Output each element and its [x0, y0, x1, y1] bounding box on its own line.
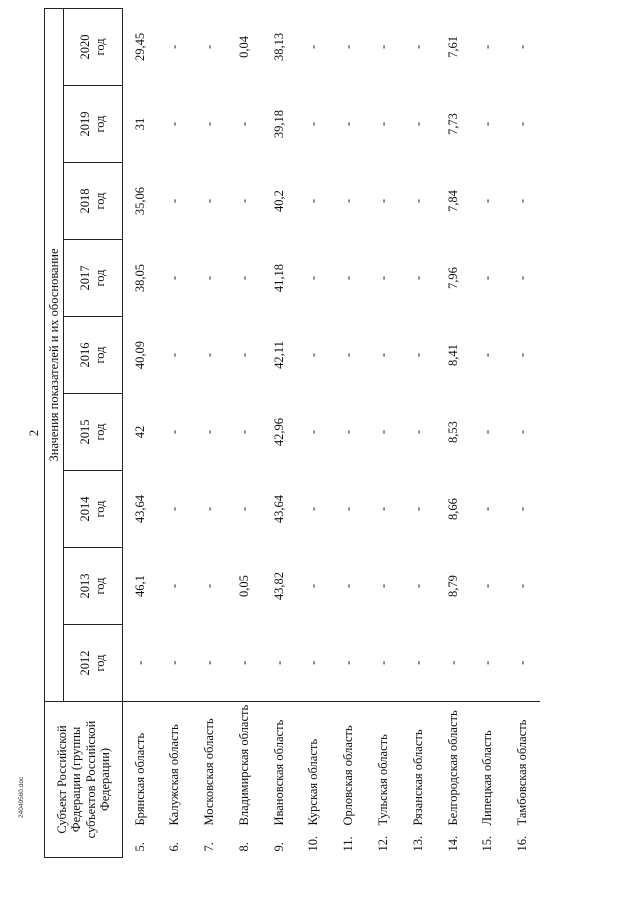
- page-number: 2: [26, 429, 41, 437]
- value-cell-2017: -: [201, 275, 216, 281]
- table-row: [227, 8, 262, 857]
- table-row: [157, 8, 192, 857]
- value-cell-2017: -: [515, 275, 530, 281]
- value-cell-2019: -: [515, 121, 530, 127]
- value-cell-2012: -: [236, 660, 251, 665]
- value-cell-2012: -: [480, 660, 495, 665]
- year-value: 2013: [78, 573, 93, 599]
- value-cell-2017: -: [306, 275, 321, 281]
- region-name: Орловская область: [341, 725, 356, 826]
- value-cell-2019: -: [341, 121, 356, 127]
- value-cell-2020: -: [515, 44, 530, 50]
- value-cell-2018: -: [236, 198, 251, 204]
- subject-cell: [192, 702, 227, 858]
- value-cell-2020: -: [167, 44, 182, 50]
- value-cell-2017: 7,96: [445, 267, 460, 289]
- value-cell-2019: 39,18: [271, 109, 286, 139]
- value-cell-2016: -: [375, 352, 390, 358]
- year-value: 2014: [78, 496, 93, 522]
- value-cell-2017: 41,18: [271, 263, 286, 293]
- value-cell-2019: -: [236, 121, 251, 127]
- year-header-2018: [64, 163, 123, 240]
- value-cell-2014: -: [515, 506, 530, 512]
- value-cell-2014: -: [410, 506, 425, 512]
- value-cell-2016: 40,09: [132, 340, 147, 370]
- value-cell-2013: 43,82: [271, 571, 286, 601]
- value-cell-2016: -: [341, 352, 356, 358]
- value-cell-2016: -: [480, 352, 495, 358]
- value-cell-2014: -: [375, 506, 390, 512]
- value-cell-2015: 42: [132, 425, 147, 439]
- subject-cell: [123, 702, 158, 858]
- value-cell-2020: -: [306, 44, 321, 50]
- value-cell-2016: -: [236, 352, 251, 358]
- value-cell-2015: -: [306, 429, 321, 435]
- value-cell-2018: 7,84: [445, 190, 460, 212]
- table-row: [366, 8, 401, 857]
- row-number: 11.: [341, 836, 356, 852]
- table-row: [505, 8, 540, 857]
- row-number: 7.: [201, 842, 216, 852]
- subject-cell: [505, 702, 540, 858]
- year-header-2020: [64, 8, 123, 85]
- value-cell-2013: -: [375, 583, 390, 589]
- value-cell-2014: -: [236, 506, 251, 512]
- table-row: [436, 8, 471, 857]
- value-cell-2014: -: [201, 506, 216, 512]
- value-cell-2016: -: [410, 352, 425, 358]
- value-cell-2018: -: [480, 198, 495, 204]
- value-cell-2015: -: [167, 429, 182, 435]
- region-name: Московская область: [201, 718, 216, 826]
- value-cell-2019: 31: [132, 117, 147, 131]
- value-cell-2015: -: [375, 429, 390, 435]
- value-cell-2015: -: [410, 429, 425, 435]
- row-number: 13.: [410, 835, 425, 852]
- value-cell-2012: -: [306, 660, 321, 665]
- value-cell-2014: 43,64: [132, 494, 147, 524]
- value-cell-2015: 42,96: [271, 417, 286, 447]
- year-word: год: [93, 192, 107, 210]
- year-word: год: [93, 115, 107, 133]
- value-cell-2012: -: [445, 660, 460, 665]
- table-row: [470, 8, 505, 857]
- value-cell-2020: 38,13: [271, 32, 286, 62]
- value-cell-2015: -: [480, 429, 495, 435]
- value-cell-2014: -: [341, 506, 356, 512]
- value-cell-2015: -: [341, 429, 356, 435]
- value-cell-2017: -: [341, 275, 356, 281]
- value-cell-2013: -: [306, 583, 321, 589]
- value-cell-2018: -: [515, 198, 530, 204]
- value-cell-2013: 46,1: [132, 575, 147, 597]
- value-cell-2015: -: [515, 429, 530, 435]
- row-number: 14.: [445, 835, 460, 852]
- value-cell-2016: -: [167, 352, 182, 358]
- row-number: 8.: [236, 842, 251, 852]
- year-header-2017: [64, 240, 123, 317]
- region-name: Тамбовская область: [515, 719, 530, 826]
- value-cell-2019: -: [167, 121, 182, 127]
- document-id: 24040560.doc: [18, 776, 25, 818]
- subject-cell: [401, 702, 436, 858]
- region-name: Курская область: [306, 738, 321, 826]
- value-cell-2012: -: [201, 660, 216, 665]
- year-header-2016: [64, 317, 123, 394]
- year-word: год: [93, 577, 107, 595]
- year-value: 2012: [78, 650, 93, 676]
- region-name: Рязанская область: [410, 729, 425, 826]
- value-cell-2013: -: [410, 583, 425, 589]
- value-cell-2012: -: [132, 660, 147, 665]
- table-row: [331, 8, 366, 857]
- row-number: 5.: [132, 842, 147, 852]
- value-cell-2014: 43,64: [271, 494, 286, 524]
- subject-cell: [262, 702, 297, 858]
- value-cell-2017: -: [375, 275, 390, 281]
- value-cell-2018: -: [201, 198, 216, 204]
- value-cell-2016: -: [201, 352, 216, 358]
- year-header-2013: [64, 548, 123, 625]
- value-cell-2018: 35,06: [132, 186, 147, 216]
- row-number: 16.: [515, 835, 530, 852]
- value-cell-2014: 8,66: [445, 498, 460, 520]
- row-number: 6.: [167, 842, 182, 852]
- row-number: 12.: [375, 835, 390, 852]
- subject-cell: [296, 702, 331, 858]
- subject-cell: [470, 702, 505, 858]
- value-cell-2018: -: [341, 198, 356, 204]
- year-word: год: [93, 269, 107, 287]
- year-header-2015: [64, 394, 123, 471]
- year-word: год: [93, 654, 107, 672]
- value-cell-2018: -: [167, 198, 182, 204]
- value-cell-2013: 0,05: [236, 575, 251, 597]
- value-cell-2013: -: [515, 583, 530, 589]
- value-cell-2015: 8,53: [445, 421, 460, 443]
- value-cell-2020: 0,04: [236, 36, 251, 58]
- value-cell-2016: 42,11: [271, 341, 286, 369]
- value-cell-2016: 8,41: [445, 344, 460, 366]
- subject-cell: [331, 702, 366, 858]
- subject-cell: [227, 702, 262, 858]
- value-cell-2019: -: [201, 121, 216, 127]
- table-row: [123, 8, 158, 857]
- year-word: год: [93, 500, 107, 518]
- value-cell-2013: -: [201, 583, 216, 589]
- subject-cell: [436, 702, 471, 858]
- value-cell-2019: -: [375, 121, 390, 127]
- region-name: Ивановская область: [271, 719, 286, 826]
- year-word: год: [93, 38, 107, 56]
- value-cell-2019: 7,73: [445, 113, 460, 135]
- value-cell-2020: -: [201, 44, 216, 50]
- year-word: год: [93, 423, 107, 441]
- value-cell-2020: 7,61: [445, 36, 460, 58]
- year-word: год: [93, 346, 107, 364]
- value-cell-2020: -: [341, 44, 356, 50]
- year-header-2014: [64, 471, 123, 548]
- value-cell-2017: -: [236, 275, 251, 281]
- value-cell-2014: -: [167, 506, 182, 512]
- indicator-table: [44, 8, 540, 858]
- value-cell-2012: -: [515, 660, 530, 665]
- value-cell-2018: -: [306, 198, 321, 204]
- value-cell-2017: -: [480, 275, 495, 281]
- region-name: Тульская область: [375, 734, 390, 826]
- value-cell-2019: -: [410, 121, 425, 127]
- subject-column-header: Субъект Российской Федерации (группы субъектов Российской Федерации): [45, 702, 123, 858]
- year-value: 2020: [78, 34, 93, 60]
- value-cell-2017: 38,05: [132, 263, 147, 293]
- value-cell-2020: -: [480, 44, 495, 50]
- value-cell-2014: -: [306, 506, 321, 512]
- year-header-2019: [64, 86, 123, 163]
- year-value: 2017: [78, 265, 93, 291]
- value-cell-2020: -: [410, 44, 425, 50]
- value-cell-2017: -: [410, 275, 425, 281]
- year-value: 2018: [78, 188, 93, 214]
- region-name: Брянская область: [132, 732, 147, 826]
- value-cell-2012: -: [271, 660, 286, 665]
- value-cell-2013: -: [167, 583, 182, 589]
- value-cell-2018: -: [410, 198, 425, 204]
- value-cell-2016: -: [515, 352, 530, 358]
- table-row: [401, 8, 436, 857]
- value-cell-2012: -: [410, 660, 425, 665]
- value-cell-2012: -: [167, 660, 182, 665]
- value-cell-2018: 40,2: [271, 190, 286, 212]
- value-cell-2017: -: [167, 275, 182, 281]
- year-value: 2019: [78, 111, 93, 137]
- value-cell-2013: -: [341, 583, 356, 589]
- value-cell-2020: -: [375, 44, 390, 50]
- table-row: [192, 8, 227, 857]
- value-cell-2013: 8,79: [445, 575, 460, 597]
- table-row: [262, 8, 297, 857]
- value-cell-2015: -: [236, 429, 251, 435]
- region-name: Калужская область: [167, 724, 182, 826]
- table-row: [296, 8, 331, 857]
- value-cell-2019: -: [306, 121, 321, 127]
- value-cell-2015: -: [201, 429, 216, 435]
- row-number: 10.: [306, 835, 321, 852]
- value-cell-2013: -: [480, 583, 495, 589]
- year-value: 2016: [78, 342, 93, 368]
- table-body: [123, 8, 541, 857]
- value-cell-2016: -: [306, 352, 321, 358]
- value-cell-2019: -: [480, 121, 495, 127]
- value-cell-2018: -: [375, 198, 390, 204]
- values-group-header: Значения показателей и их обоснование: [45, 8, 64, 701]
- region-name: Владимирская область: [236, 704, 251, 826]
- subject-cell: [157, 702, 192, 858]
- rotated-document-page: [26, 8, 558, 858]
- year-value: 2015: [78, 419, 93, 445]
- region-name: Липецкая область: [480, 730, 495, 826]
- region-name: Белгородская область: [445, 710, 460, 826]
- year-header-2012: [64, 625, 123, 702]
- value-cell-2012: -: [375, 660, 390, 665]
- row-number: 15.: [480, 835, 495, 852]
- row-number: 9.: [271, 842, 286, 852]
- subject-cell: [366, 702, 401, 858]
- value-cell-2012: -: [341, 660, 356, 665]
- value-cell-2014: -: [480, 506, 495, 512]
- value-cell-2020: 29,45: [132, 32, 147, 62]
